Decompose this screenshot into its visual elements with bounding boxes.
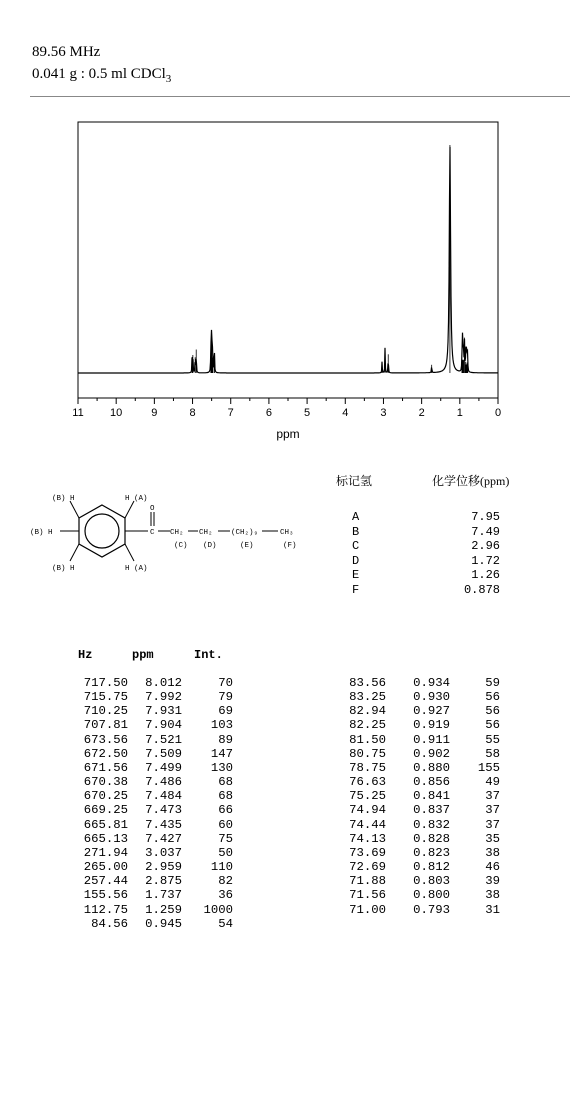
peak-hz: 673.56 (83, 732, 128, 747)
left-hz-column (60, 676, 128, 931)
peak-int: 37 (485, 803, 500, 818)
peak-hz: 257.44 (83, 874, 128, 889)
left-ppm-column (132, 676, 182, 931)
peak-header-ppm: ppm (132, 648, 154, 662)
x-tick-label-8: 8 (189, 407, 196, 419)
label-f: (F) (283, 542, 297, 550)
peak-hz: 271.94 (83, 845, 128, 860)
peak-ppm: 0.930 (413, 690, 450, 705)
peak-hz: 74.44 (349, 817, 386, 832)
peak-hz: 710.25 (83, 704, 128, 719)
x-tick-label-5: 5 (304, 407, 311, 419)
peak-ppm: 7.427 (145, 831, 182, 846)
benzene-ring (79, 505, 125, 557)
peak-hz: 82.25 (349, 718, 386, 733)
peak-int: 56 (485, 718, 500, 733)
peak-ppm: 0.927 (413, 704, 450, 719)
peak-int: 56 (485, 704, 500, 719)
peak-hz: 74.13 (349, 831, 386, 846)
bond-h-bottom-right (125, 544, 134, 561)
peak-int: 68 (218, 789, 233, 804)
x-tick-label-3: 3 (380, 407, 387, 419)
x-tick-label-10: 10 (110, 407, 123, 419)
sample-text: 0.041 g : 0.5 ml CDCl (32, 66, 166, 82)
peak-hz: 82.94 (349, 704, 386, 719)
peak-ppm: 0.812 (413, 860, 450, 875)
label-bh-top: (B) H (52, 495, 75, 503)
assignment-shift: 2.96 (471, 539, 500, 554)
assignment-shift: 0.878 (463, 582, 500, 597)
plot-frame (78, 122, 498, 398)
x-axis-label: ppm (276, 427, 300, 441)
label-ha-top: H (A) (125, 495, 148, 503)
peak-hz: 72.69 (349, 860, 386, 875)
assignment-label: A (352, 510, 360, 524)
x-tick-label-7: 7 (227, 407, 234, 419)
peak-ppm: 0.793 (413, 902, 450, 917)
peak-hz: 80.75 (349, 746, 386, 761)
label-ch3: CH₃ (280, 529, 294, 537)
x-tick-label-2: 2 (418, 407, 425, 419)
peak-ppm: 0.911 (413, 732, 450, 747)
assignment-shift: 1.72 (471, 553, 500, 568)
peak-ppm: 2.959 (145, 860, 182, 875)
peak-hz: 669.25 (83, 803, 128, 818)
peak-hz: 81.50 (349, 732, 386, 747)
x-tick-label-9: 9 (151, 407, 158, 419)
peak-hz: 83.25 (349, 690, 386, 705)
x-axis-ticks (78, 398, 498, 404)
peak-ppm: 0.902 (413, 746, 450, 761)
peak-hz: 71.56 (349, 888, 386, 903)
x-tick-label-1: 1 (456, 407, 463, 419)
peak-ppm: 8.012 (145, 676, 182, 690)
assignment-label: F (352, 582, 360, 597)
peak-ppm: 0.832 (413, 817, 450, 832)
peak-int: 130 (210, 760, 233, 775)
peak-int: 89 (218, 732, 233, 747)
assignment-labels (352, 510, 359, 598)
peak-ppm: 7.435 (145, 817, 182, 832)
left-int-column (195, 676, 233, 931)
peak-int: 46 (485, 860, 500, 875)
peak-ppm: 1.259 (145, 902, 182, 917)
peak-int: 82 (218, 874, 233, 889)
bond-h-top-left (70, 501, 79, 518)
peak-int: 79 (218, 690, 233, 705)
peak-int: 31 (485, 902, 500, 917)
peak-int: 49 (485, 775, 500, 790)
peak-int: 103 (210, 718, 233, 733)
assignment-label: C (352, 539, 360, 554)
peak-int: 68 (218, 775, 233, 790)
label-ch2-1: CH₂ (170, 529, 184, 537)
peak-hz: 74.94 (349, 803, 386, 818)
assignment-shifts (440, 510, 500, 598)
label-bh-mid: (B) H (30, 529, 53, 537)
nmr-spectrum-chart (0, 0, 570, 460)
x-tick-label-4: 4 (342, 407, 349, 419)
peak-hz: 71.88 (349, 874, 386, 889)
peak-int: 147 (210, 746, 233, 761)
peak-ppm: 0.828 (413, 831, 450, 846)
peak-int: 70 (218, 676, 233, 690)
peak-ppm: 0.934 (413, 676, 450, 690)
peak-header-int: Int. (194, 648, 223, 662)
peak-ppm: 2.875 (145, 874, 182, 889)
peak-int: 75 (218, 831, 233, 846)
label-bh-bot: (B) H (52, 565, 75, 573)
label-carbon: C (150, 529, 155, 537)
peak-ppm: 7.904 (145, 718, 182, 733)
peak-int: 69 (218, 704, 233, 719)
bond-h-top-right (125, 501, 134, 518)
peak-ppm: 7.521 (145, 732, 182, 747)
bond-h-bottom-left (70, 544, 79, 561)
peak-hz: 84.56 (91, 916, 128, 931)
peak-int: 155 (477, 760, 500, 775)
peak-hz: 73.69 (349, 845, 386, 860)
peak-int: 66 (218, 803, 233, 818)
peak-int: 36 (218, 888, 233, 903)
peak-int: 35 (485, 831, 500, 846)
x-axis-tick-labels (72, 407, 501, 419)
assignment-label: B (352, 524, 360, 539)
label-d: (D) (203, 542, 217, 550)
peak-ppm: 0.803 (413, 874, 450, 889)
label-e: (E) (240, 542, 254, 550)
molecule-structure (0, 470, 330, 610)
right-hz-column (326, 676, 386, 917)
peak-hz: 670.38 (83, 775, 128, 790)
spectrum-trace (78, 147, 498, 373)
peak-int: 110 (210, 860, 233, 875)
peak-hz: 671.56 (83, 760, 128, 775)
right-ppm-column (400, 676, 450, 917)
peak-hz: 717.50 (83, 676, 128, 690)
assignment-shift: 7.95 (471, 510, 500, 524)
peak-int: 60 (218, 817, 233, 832)
peak-ppm: 0.841 (413, 789, 450, 804)
label-ha-bot: H (A) (125, 565, 148, 573)
peak-ppm: 7.509 (145, 746, 182, 761)
label-oxygen: O (150, 505, 155, 513)
spectrometer-frequency: 89.56 MHz (32, 44, 101, 60)
peak-hz: 71.00 (349, 902, 386, 917)
assignment-label: D (352, 553, 360, 568)
label-c: (C) (174, 542, 188, 550)
peak-int: 1000 (203, 902, 233, 917)
peak-ppm: 7.484 (145, 789, 182, 804)
peak-ppm: 7.486 (145, 775, 182, 790)
peak-int: 50 (218, 845, 233, 860)
peak-ppm: 0.800 (413, 888, 450, 903)
peak-hz: 78.75 (349, 760, 386, 775)
assignment-label: E (352, 568, 360, 583)
peak-int: 56 (485, 690, 500, 705)
peak-ppm: 0.945 (145, 916, 182, 931)
peak-int: 38 (485, 888, 500, 903)
peak-ppm: 7.499 (145, 760, 182, 775)
peak-int: 54 (218, 916, 233, 931)
peak-hz: 75.25 (349, 789, 386, 804)
label-ch2-2: CH₂ (199, 529, 213, 537)
peak-ppm: 0.919 (413, 718, 450, 733)
peak-header-hz: Hz (78, 648, 93, 662)
peak-hz: 672.50 (83, 746, 128, 761)
peak-int: 37 (485, 817, 500, 832)
label-chain: (CH₂)₉ (231, 529, 259, 537)
peak-ppm: 7.931 (145, 704, 182, 719)
sample-subscript: 3 (165, 73, 172, 85)
peak-hz: 83.56 (349, 676, 386, 690)
peak-int: 55 (485, 732, 500, 747)
peak-ppm: 0.880 (413, 760, 450, 775)
peak-hz: 265.00 (83, 860, 128, 875)
peak-ppm: 0.856 (413, 775, 450, 790)
peak-hz: 76.63 (349, 775, 386, 790)
peak-ppm: 7.992 (145, 690, 182, 705)
peak-marks (192, 145, 468, 373)
assignment-header-label: 标记氢 (336, 474, 373, 488)
assignment-header-shift: 化学位移(ppm) (432, 474, 510, 488)
x-tick-label-0: 0 (494, 407, 502, 419)
peak-hz: 665.13 (83, 831, 128, 846)
x-tick-label-11: 11 (72, 407, 84, 419)
assignment-shift: 1.26 (471, 568, 500, 583)
peak-hz: 155.56 (83, 888, 128, 903)
peak-ppm: 3.037 (145, 845, 182, 860)
peak-ppm: 1.737 (145, 888, 182, 903)
peak-hz: 112.75 (83, 902, 128, 917)
right-int-column (462, 676, 500, 917)
peak-int: 39 (485, 874, 500, 889)
peak-hz: 665.81 (83, 817, 128, 832)
aromatic-circle (85, 514, 119, 548)
peak-int: 38 (485, 845, 500, 860)
peak-ppm: 0.837 (413, 803, 450, 818)
peak-hz: 707.81 (83, 718, 128, 733)
x-tick-label-6: 6 (265, 407, 272, 419)
peak-ppm: 7.473 (145, 803, 182, 818)
peak-hz: 670.25 (83, 789, 128, 804)
peak-ppm: 0.823 (413, 845, 450, 860)
assignment-shift: 7.49 (471, 524, 500, 539)
peak-int: 58 (485, 746, 500, 761)
peak-int: 37 (485, 789, 500, 804)
peak-hz: 715.75 (83, 690, 128, 705)
peak-int: 59 (485, 676, 500, 690)
